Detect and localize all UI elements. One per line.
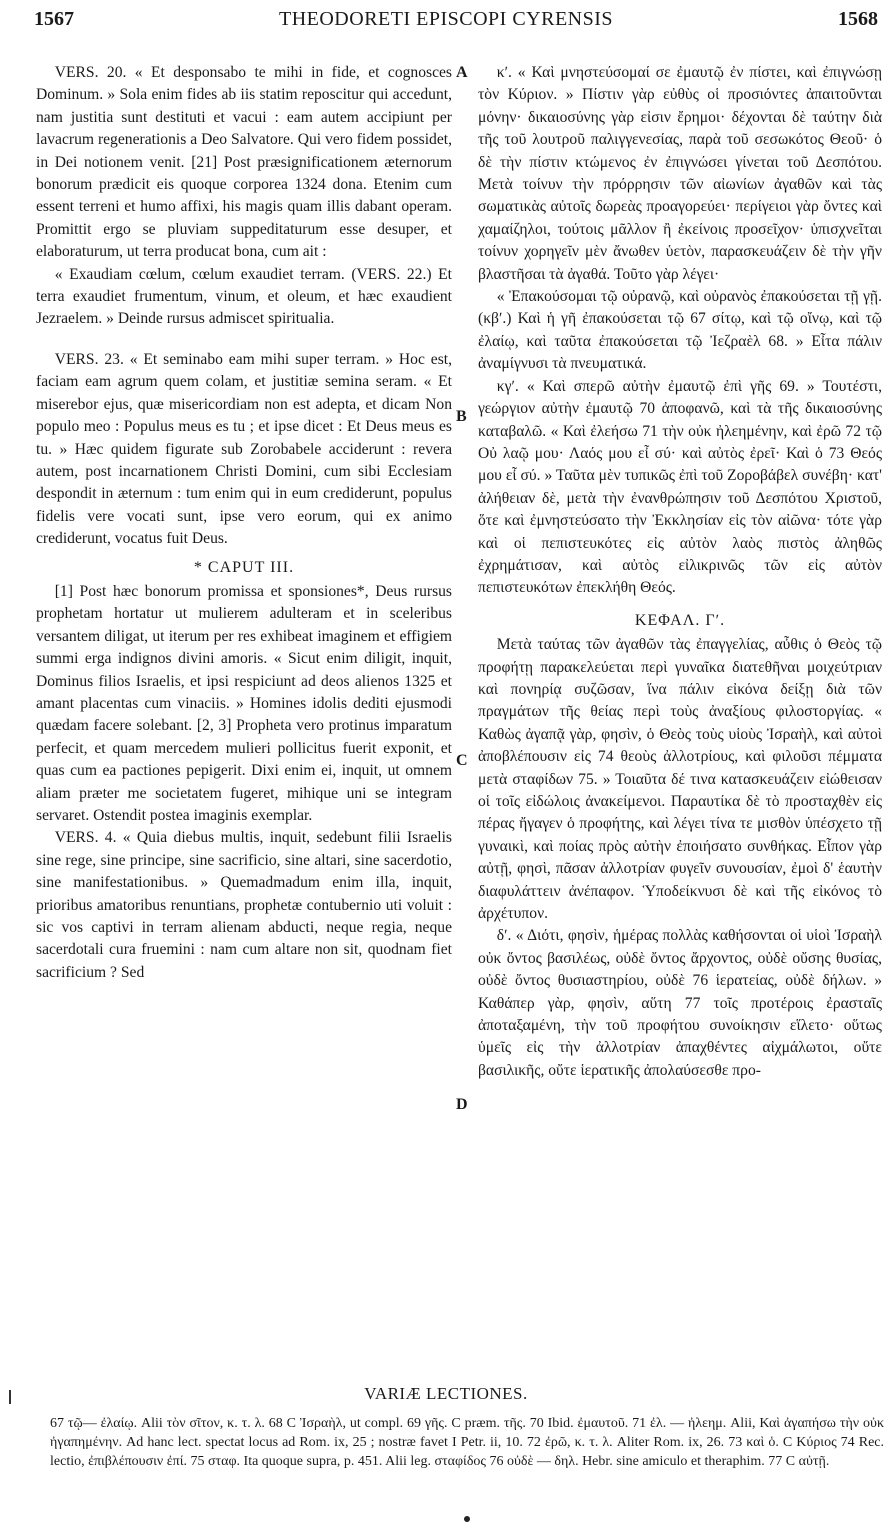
page-number-right: 1568 [838, 8, 878, 30]
greek-paragraph: δʹ. « Διότι, φησὶν, ἡμέρας πολλὰς καθήσονται οἱ υἱοὶ Ἰσραὴλ οὐκ ὄντος βασιλέως, οὐδὲ ὄντος ἄρχοντος, οὐδὲ οὔσης θυσίας, οὐδὲ ὄντος θυσιαστηρίου, οὐδὲ 76 ἱερατείας, οὐδὲ δήλων. » Καθάπερ γὰρ, φησὶν, αὕτη 77 τοῖς προτέροις ἐρασταῖς ἀποταξαμένη, τὴν τοῦ προφήτου συνοίκησιν εἵλετο· οὕτως ὑμεῖς εἰς τὴν ἀλλοτρίαν ἀπαχθέντες αἰχμάλωτοι, οὔτε βασιλικῆς, οὔτε ἱερατικῆς ἀπολαύσεσθε προ- [478, 927, 882, 1079]
greek-paragraph: Μετὰ ταύτας τῶν ἀγαθῶν τὰς ἐπαγγελίας, αὖθις ὁ Θεὸς τῷ προφήτῃ παρακελεύεται περὶ γυναῖκα διατεθῆναι μοιχεύτριαν καὶ πονηρίᾳ συζῶσαν, ἵνα πάλιν εἰκόνα δείξῃ διὰ τῶν πραγμάτων τῆς θείας περὶ τοὺς ἀναξίους φιλοστοργίας. « Καθὼς ἀγαπᾷ γὰρ, φησὶν, ὁ Θεὸς τοὺς υἱοὺς Ἰσραὴλ, καὶ αὐτοὶ ἀποβλέπουσιν εἰς 74 θεοὺς ἀλλοτρίους, καὶ φιλοῦσι πέμματα μετὰ σταφίδων 75. » Τοιαῦτα δέ τινα κατασκευάζειν εἰώθεισαν οἱ τοῖς εἰδώλοις ἀνακείμενοι. Παραυτίκα δὲ τὸ προσταχθὲν εἰς πέρας ἤγαγεν ὁ προφήτης, καὶ λέγει τίνα τε μισθὸν ὑπέσχετο τῇ γυναικὶ, καὶ ποίας πρὸς αὐτὴν ἐποιήσατο συνθήκας. Εἶπον γὰρ αὐτῇ, φησὶ, πᾶσαν ἀλλοτρίαν φυγεῖν συνουσίαν, ἐμοὶ δ' ἑαυτὴν διαφυλάττειν ἀνέπαφον. Ὑποδείκνυσι δὲ καὶ τῆς εἰκόνος τὸ ἀρχέτυπον. [478, 636, 882, 923]
greek-column [478, 62, 882, 1082]
page-header [8, 6, 884, 34]
latin-paragraph: « Exaudiam cœlum, cœlum exaudiet terram. (VERS. 22.) Et terra exaudiet frumentum, vinum, et oleum, et hæc exaudient Jezraelem. » Deinde rursus admiscet spiritualia. [36, 265, 452, 328]
latin-paragraph: [1] Post hæc bonorum promissa et sponsiones*, Deus rursus prophetam hortatur ut mulierem adulteram et in sceleribus versantem diligat, ut iterum per res exhibeat imaginem et effigiem summi erga indignos divini amoris. « Sicut enim diligit, inquit, Dominus filios Israelis, et ipsi respiciunt ad deos alienos 1325 et amant placentas cum vinaciis. » Homines idolis dediti ejusmodi quædam facere solebant. [2, 3] Propheta vero protinus imparatum perfecit, et quam mercedem mulieri pollicitus fuerit exponit, et quas cum ea pactiones pepigerit. Dixi enim ei, inquit, ut omnem aliam præter me societatem fugeret, mihique uni se integram servaret. Ostendit postea imaginis exemplar. [36, 582, 452, 824]
latin-column [36, 62, 452, 984]
variae-lectiones-notes: 67 τῷ— ἐλαίῳ. Alii τὸν σῖτον, κ. τ. λ. 68 C Ἰσραὴλ, ut compl. 69 γῆς. C præm. τῆς. 70 Ibid. ἐμαυτοῦ. 71 ἐλ. — ἠλεημ. Alii, Καὶ ἀγαπήσω τὴν οὐκ ἠγαπημένην. Ad hanc lect. spectat locus ad Rom. ix, 25 ; nostræ favet I Petr. ii, 10. 72 ἐρῶ, κ. τ. λ. Aliter Rom. ix, 26. 73 καὶ ὁ. C Κύριος 74 Rec. lectio, ἐπιβλέπουσιν ἐπί. 75 σταφ. Ita quoque supra, p. 451. Alii leg. σταφίδος 76 οὐδὲ — δηλ. Hebr. sine amiculo et theraphim. 77 C αὐτῇ. [50, 1416, 884, 1469]
greek-paragraph: κγʹ. « Καὶ σπερῶ αὐτὴν ἐμαυτῷ ἐπὶ γῆς 69. » Τουτέστι, γεώργιον αὐτὴν ἐμαυτῷ 70 ἀποφανῶ, καὶ τὰ τῆς δικαιοσύνης καταβαλῶ. « Καὶ ἐλεήσω 71 τὴν οὐκ ἠλεημένην, καὶ ἐρῶ 72 τῷ Οὐ λαῷ μου· Λαός μου εἶ σύ· καὶ αὐτὸς ἐρεῖ· Καὶ ὁ 73 Θεός μου εἶ σύ. » Ταῦτα μὲν τυπικῶς ἐπὶ τοῦ Ζοροβάβελ συνέβη· κατ' ἀλήθειαν δὲ, μετὰ τὴν ἐνανθρώπησιν τοῦ Δεσπότου Χριστοῦ, ὅτε καὶ ἐμνηστεύσατο τὴν Ἐκκλησίαν εἰς τὸν αἰῶνα· τότε γὰρ καὶ οἱ πεπιστευκότες εἰς αὐτὸν λαὸς πιστὸς ἀληθῶς ἐχρημάτισαν, καὶ αὐτὸς εἰλικρινῶς τῶν εἰς αὐτὸν πεπιστευκότων ἐπεκλήθη Θεός. [478, 377, 882, 597]
latin-paragraph: VERS. 20. « Et desponsabo te mihi in fide, et cognosces Dominum. » Sola enim fides ab iis statim reposcitur qui accedunt, nam justitia sunt destituti et vacui : eam autem accipiunt per lavacrum regenerationis a Deo Salvatore. Qui vero fidem possidet, in Dei notionem venit. [21] Post præsignificationem æternorum bonorum prædicit eis quoque corporea 1324 dona. Etenim cum essent terreni et humo affixi, his magis quam illis dabant operam. Promittit ergo se pluviam suppeditaturum esse desuper, et elaboraturum, ut terra producat bona, cum ait : [36, 64, 452, 261]
variae-lectiones-title: VARIÆ LECTIONES. [364, 1384, 528, 1403]
latin-paragraph: VERS. 23. « Et seminabo eam mihi super terram. » Hoc est, faciam eam agrum quem colam, et justitiæ semina seram. « Et miserebor ejus, quæ misericordiam non est adepta, et dicam Non populo meo : Populus meus es tu ; et ipse dicet : Et Deus meus es tu. » Hæc quidem figurate sub Zorobabele acciderunt : revera autem, post incarnationem Christi Domini, cum sibi Ecclesiam despondit in æternum : tum enim qui in eum crediderunt, populus fidelis vere vocati sunt, ipse vero eorum, qui ex animo crediderunt, vocatus fuit Deus. [36, 350, 452, 548]
page-number-left: 1567 [34, 8, 74, 30]
latin-paragraph: VERS. 4. « Quia diebus multis, inquit, sedebunt filii Israelis sine rege, sine principe, sine sacrificio, sine altari, sine sacerdotio, sine manifestationibus. » Quemadmadum enim illa, inquit, prioribus amatoribus renuntians, prophetæ contubernio uti voluit : sic vos captivi in terram alienam abducti, neque regia, neque sacerdotali cura fruemini : nam cum altare non sit, quodnam fiet sacrificium ? Sed [36, 829, 452, 981]
margin-letter-a: A [456, 64, 468, 81]
page-dot [464, 1516, 470, 1522]
greek-paragraph: κʹ. « Καὶ μνηστεύσομαί σε ἐμαυτῷ ἐν πίστει, καὶ ἐπιγνώσῃ τὸν Κύριον. » Πίστιν γὰρ εὐθὺς οἱ προσιόντες ἀπαιτοῦνται μόνην· δικαιοσύνης γὰρ εἰσιν ἔρημοι· δέχονται δὲ ταύτην διὰ τῆς τοῦ λουτροῦ παλιγγενεσίας, παρὰ τοῦ σεσωκότος Θεοῦ· ὁ δὲ τὴν πίστιν κτώμενος ἐν ἐπιγνώσει γίνεται τοῦ Δεσπότου. Μετὰ τοίνυν τὴν πρόρρησιν τῶν αἰωνίων ἀγαθῶν καὶ τὰς σωματικὰς αὐτοῖς δωρεὰς προαγορεύει· περίγειοι γὰρ ὄντες καὶ χαμαίζηλοι, τούτοις μᾶλλον ἢ ἐκείνοις προσεῖχον· ὑπισχνεῖται τοίνυν χορηγεῖν μὲν ἄνωθεν ὑετὸν, παρασκευάζειν δὲ τὴν γῆν βλαστῆσαι τὰ ἀγαθά. Τοῦτο γὰρ λέγει· [478, 64, 882, 283]
chapter-heading-latin: * CAPUT III. [193, 558, 295, 576]
greek-paragraph: « Ἐπακούσομαι τῷ οὐρανῷ, καὶ οὐρανὸς ἐπακούσεται τῇ γῇ. (κβʹ.) Καὶ ἡ γῆ ἐπακούσεται τῷ 67 σίτῳ, καὶ τῷ οἴνῳ, καὶ τῷ ἐλαίῳ, καὶ ταῦτα ἐπακούσεται τῷ Ἰεζραὲλ 68. » Εἶτα πάλιν ἀναμίγνυσι τὰ πνευματικά. [478, 288, 882, 373]
chapter-heading-greek: ΚΕΦΑΛ. Γʹ. [634, 611, 726, 629]
margin-letter-b: B [456, 408, 467, 425]
margin-letter-d: D [456, 1096, 468, 1113]
running-title: THEODORETI EPISCOPI CYRENSIS [278, 8, 614, 30]
margin-letter-c: C [456, 752, 468, 769]
